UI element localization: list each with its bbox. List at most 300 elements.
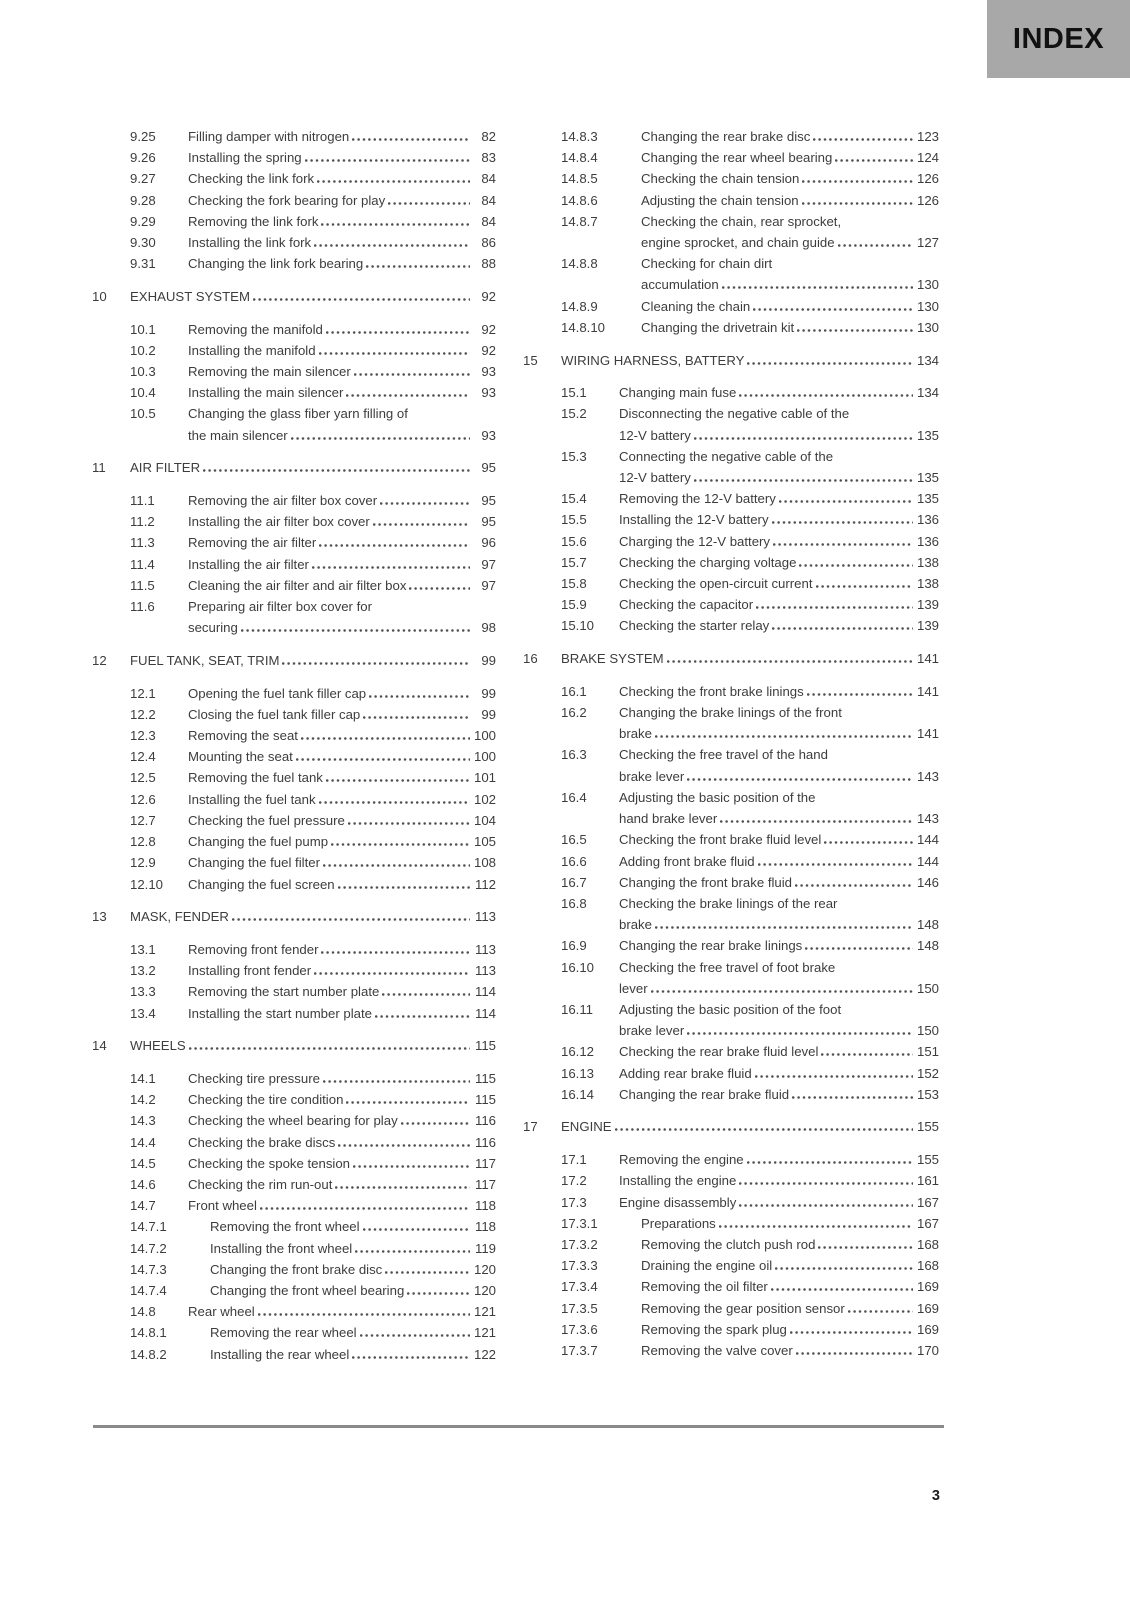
entry-line [188, 746, 496, 767]
entry-line [619, 403, 939, 424]
entry-content [619, 681, 939, 702]
entry-number: 14.8.4 [561, 150, 598, 166]
toc-entry [523, 829, 939, 850]
entry-title: Installing the start number plate [188, 1005, 372, 1021]
toc-entry [92, 126, 496, 147]
entry-title: Removing the 12-V battery [619, 491, 776, 507]
entry-page: 112 [474, 876, 496, 892]
dot-leader [335, 1186, 470, 1189]
toc-entry [92, 596, 496, 638]
dot-leader [282, 662, 470, 665]
entry-content [188, 1132, 496, 1153]
entry-line [641, 1298, 939, 1319]
entry-content [619, 1041, 939, 1062]
entry-number: 12.3 [130, 728, 156, 744]
entry-page: 113 [474, 909, 496, 925]
toc-section [92, 906, 496, 927]
entry-title: Checking the fuel pressure [188, 812, 345, 828]
entry-line [641, 211, 939, 232]
entry-line [188, 1301, 496, 1322]
entry-content [188, 554, 496, 575]
toc-entry [92, 403, 496, 445]
entry-title: Checking the open-circuit current [619, 576, 813, 592]
entry-content [619, 744, 939, 786]
toc-entry [523, 957, 939, 999]
entry-page: 118 [474, 1219, 496, 1235]
entry-number: 10.4 [130, 385, 156, 401]
dot-leader [352, 138, 470, 141]
toc-entry [92, 211, 496, 232]
toc-entry [523, 872, 939, 893]
entry-title: Changing the link fork bearing [188, 256, 364, 272]
toc-entry [92, 319, 496, 340]
entry-number: 14.7 [130, 1198, 156, 1214]
toc-entry [523, 488, 939, 509]
entry-content [619, 787, 939, 829]
entry-page: 143 [916, 768, 939, 784]
toc-entry [92, 939, 496, 960]
toc-entry [523, 317, 939, 338]
entry-content [641, 253, 939, 295]
entry-title: 12-V battery [619, 470, 691, 486]
entry-line [188, 1003, 496, 1024]
entry-title: brake [619, 726, 652, 742]
dot-leader [323, 1080, 470, 1083]
entry-number: 16.1 [561, 683, 587, 699]
entry-number: 15.2 [561, 406, 587, 422]
entry-content [188, 403, 496, 445]
entry-number: 12.5 [130, 770, 156, 786]
entry-content [188, 532, 496, 553]
entry-title: Checking the charging voltage [619, 554, 797, 570]
entry-number: 15.3 [561, 448, 587, 464]
entry-page: 115 [474, 1092, 496, 1108]
toc-entry [92, 725, 496, 746]
dot-leader [353, 1165, 470, 1168]
entry-content [619, 872, 939, 893]
toc-entry [523, 531, 939, 552]
entry-number: 14.8 [130, 1304, 156, 1320]
entry-line [188, 232, 496, 253]
entry-content [188, 1195, 496, 1216]
entry-page: 150 [916, 1023, 939, 1039]
entry-line [188, 147, 496, 168]
entry-number: 13.4 [130, 1005, 156, 1021]
entry-title: Removing the oil filter [641, 1279, 768, 1295]
entry-title: AIR FILTER [130, 460, 201, 476]
entry-content [641, 126, 939, 147]
entry-number: 11.6 [130, 599, 155, 615]
entry-number: 14.2 [130, 1092, 156, 1108]
entry-number: 13 [92, 909, 107, 925]
dot-leader [338, 1144, 470, 1147]
entry-content [188, 1153, 496, 1174]
entry-title: Checking the rim run-out [188, 1176, 333, 1192]
entry-content [188, 168, 496, 189]
dot-leader [739, 394, 913, 397]
entry-title: Changing the glass fiber yarn filling of [188, 406, 408, 422]
entry-title: Removing the front wheel [210, 1219, 360, 1235]
entry-number: 11.4 [130, 556, 155, 572]
entry-number: 9.27 [130, 171, 156, 187]
entry-line [641, 126, 939, 147]
entry-line [188, 126, 496, 147]
entry-content [619, 935, 939, 956]
toc-entry [92, 683, 496, 704]
entry-line [188, 1153, 496, 1174]
index-header-box [987, 0, 1130, 78]
toc-entry [523, 787, 939, 829]
dot-leader [346, 1101, 470, 1104]
entry-page: 138 [916, 576, 939, 592]
entry-number: 14.8.10 [561, 319, 605, 335]
entry-page: 161 [916, 1173, 939, 1189]
entry-line [188, 1195, 496, 1216]
entry-title: lever [619, 980, 648, 996]
entry-number: 10.5 [130, 406, 156, 422]
entry-number: 9.31 [130, 256, 156, 272]
entry-line [210, 1280, 496, 1301]
entry-line [641, 274, 939, 295]
entry-line [619, 957, 939, 978]
entry-number: 14.7.4 [130, 1282, 167, 1298]
entry-line [188, 683, 496, 704]
toc-entry [92, 511, 496, 532]
entry-content [188, 575, 496, 596]
entry-number: 15.10 [561, 618, 595, 634]
entry-content [619, 1149, 939, 1170]
entry-content [641, 296, 939, 317]
entry-line [641, 190, 939, 211]
toc-entry [92, 190, 496, 211]
entry-line [188, 511, 496, 532]
entry-line [641, 253, 939, 274]
dot-leader [232, 918, 470, 921]
entry-content [188, 981, 496, 1002]
entry-title: Changing the front wheel bearing [210, 1282, 405, 1298]
dot-leader [317, 180, 470, 183]
entry-content [619, 1192, 939, 1213]
entry-page: 93 [481, 364, 496, 380]
entry-line [188, 1089, 496, 1110]
dot-leader [694, 479, 913, 482]
entry-line [619, 382, 939, 403]
dot-leader [375, 1015, 470, 1018]
entry-title: Installing the air filter [188, 556, 309, 572]
entry-line [619, 615, 939, 636]
entry-content [619, 851, 939, 872]
entry-title: Changing the drivetrain kit [641, 319, 795, 335]
entry-page: 143 [916, 811, 939, 827]
entry-page: 167 [916, 1215, 939, 1231]
toc-entry [92, 382, 496, 403]
entry-content [641, 1234, 939, 1255]
entry-line [619, 914, 939, 935]
toc-entry [523, 1319, 939, 1340]
entry-page: 97 [481, 556, 496, 572]
entry-page: 84 [481, 192, 496, 208]
dot-leader [805, 947, 913, 950]
dot-leader [802, 202, 913, 205]
entry-content [188, 1301, 496, 1322]
entry-title: Checking the capacitor [619, 597, 754, 613]
entry-line [619, 744, 939, 765]
dot-leader [655, 926, 913, 929]
entry-line [619, 723, 939, 744]
entry-line [619, 851, 939, 872]
entry-number: 12.1 [130, 685, 156, 701]
dot-leader [321, 951, 470, 954]
entry-title: Preparations [641, 1215, 716, 1231]
dot-leader [739, 1204, 913, 1207]
dot-leader [360, 1334, 470, 1337]
entry-content [188, 190, 496, 211]
entry-number: 15.6 [561, 533, 587, 549]
entry-content [188, 319, 496, 340]
entry-title: Engine disassembly [619, 1194, 737, 1210]
entry-number: 14.8.8 [561, 256, 598, 272]
entry-number: 12.9 [130, 855, 156, 871]
entry-title: Installing the air filter box cover [188, 514, 370, 530]
entry-number: 17.3.5 [561, 1300, 598, 1316]
entry-title: Removing the link fork [188, 213, 319, 229]
entry-content [188, 704, 496, 725]
entry-content [641, 190, 939, 211]
dot-leader [755, 1075, 913, 1078]
entry-line [641, 1255, 939, 1276]
entry-number: 12 [92, 652, 107, 668]
entry-number: 15 [523, 352, 538, 368]
entry-page: 167 [916, 1194, 939, 1210]
toc-entry [523, 552, 939, 573]
entry-title: Removing the seat [188, 728, 298, 744]
entry-content [619, 403, 939, 445]
entry-page: 102 [473, 791, 496, 807]
toc-entry [523, 1255, 939, 1276]
entry-title: Installing the front wheel [210, 1240, 353, 1256]
entry-title: Installing the 12-V battery [619, 512, 769, 528]
entry-line [188, 554, 496, 575]
toc-entry [92, 554, 496, 575]
entry-line [130, 1035, 496, 1056]
entry-title: hand brake lever [619, 811, 718, 827]
entry-number: 16.14 [561, 1086, 595, 1102]
entry-number: 17.3.7 [561, 1342, 598, 1358]
entry-content [188, 126, 496, 147]
entry-title: Charging the 12-V battery [619, 533, 771, 549]
entry-line [188, 596, 496, 617]
entry-number: 16.9 [561, 938, 587, 954]
dot-leader [241, 629, 470, 632]
entry-line [641, 147, 939, 168]
toc-entry [92, 168, 496, 189]
entry-title: Checking the rear brake fluid level [619, 1044, 819, 1060]
entry-page: 119 [474, 1240, 496, 1256]
toc-entry [523, 999, 939, 1041]
entry-number: 12.2 [130, 706, 156, 722]
entry-page: 123 [916, 129, 939, 144]
entry-page: 100 [473, 728, 496, 744]
entry-number: 9.29 [130, 213, 156, 229]
entry-line [619, 681, 939, 702]
toc-entry [92, 789, 496, 810]
toc-entry [523, 1213, 939, 1234]
dot-leader [779, 500, 913, 503]
entry-page: 139 [916, 597, 939, 613]
entry-title: Installing the engine [619, 1173, 737, 1189]
toc-entry [92, 1110, 496, 1131]
entry-number: 9.26 [130, 150, 156, 166]
dot-leader [824, 841, 913, 844]
entry-number: 15.5 [561, 512, 587, 528]
entry-page: 136 [916, 533, 939, 549]
entry-title: Installing the fuel tank [188, 791, 316, 807]
toc-entry [92, 1238, 496, 1259]
entry-title: engine sprocket, and chain guide [641, 235, 835, 251]
entry-page: 141 [916, 726, 939, 742]
toc-entry [523, 1063, 939, 1084]
entry-line [641, 1213, 939, 1234]
entry-content [641, 168, 939, 189]
toc-entry [523, 211, 939, 253]
toc-section [92, 286, 496, 307]
entry-page: 115 [474, 1070, 496, 1086]
entry-line [641, 1319, 939, 1340]
dot-leader [388, 202, 470, 205]
entry-number: 11.3 [130, 535, 155, 551]
entry-number: 14.8.2 [130, 1346, 167, 1362]
entry-title: Installing the spring [188, 150, 302, 166]
entry-line [188, 852, 496, 873]
dot-leader [363, 716, 470, 719]
entry-title: Checking the wheel bearing for play [188, 1113, 398, 1129]
entry-number: 11.5 [130, 577, 155, 593]
entry-content [188, 683, 496, 704]
entry-content [188, 490, 496, 511]
entry-content [188, 596, 496, 638]
entry-line [210, 1259, 496, 1280]
entry-page: 120 [473, 1282, 496, 1298]
entry-page: 135 [916, 427, 939, 443]
entry-line [188, 1110, 496, 1131]
entry-page: 88 [481, 256, 496, 272]
entry-content [130, 457, 496, 478]
entry-page: 95 [481, 514, 496, 530]
entry-page: 169 [916, 1300, 939, 1316]
entry-line [619, 594, 939, 615]
entry-title: Adding front brake fluid [619, 853, 755, 869]
dot-leader [838, 244, 913, 247]
dot-leader [189, 1047, 470, 1050]
entry-content [641, 1276, 939, 1297]
toc-entry [92, 1195, 496, 1216]
entry-title: Cleaning the air filter and air filter box [188, 577, 407, 593]
entry-content [619, 552, 939, 573]
entry-page: 120 [473, 1261, 496, 1277]
entry-number: 12.6 [130, 791, 156, 807]
toc-entry [92, 1280, 496, 1301]
entry-number: 16.8 [561, 895, 587, 911]
entry-page: 83 [481, 150, 496, 166]
entry-title: Removing the clutch push rod [641, 1236, 816, 1252]
entry-content [188, 1110, 496, 1131]
entry-title: the main silencer [188, 427, 288, 443]
dot-leader [694, 437, 913, 440]
entry-page: 148 [916, 917, 939, 933]
dot-leader [756, 606, 913, 609]
toc-entry [92, 1322, 496, 1343]
entry-page: 144 [916, 832, 939, 848]
entry-line [619, 999, 939, 1020]
toc-entry [523, 935, 939, 956]
toc-entry [523, 147, 939, 168]
entry-number: 14.8.5 [561, 171, 598, 187]
entry-page: 130 [916, 277, 939, 293]
entry-line [619, 1149, 939, 1170]
entry-number: 16.7 [561, 874, 587, 890]
entry-page: 121 [473, 1304, 496, 1320]
dot-leader [797, 329, 913, 332]
entry-title: Checking the link fork [188, 171, 315, 187]
entry-content [188, 789, 496, 810]
entry-title: ENGINE [561, 1119, 612, 1135]
entry-line [619, 787, 939, 808]
dot-leader [687, 1032, 913, 1035]
entry-title: brake [619, 917, 652, 933]
entry-number: 17.3 [561, 1194, 587, 1210]
footer-divider [93, 1425, 944, 1428]
entry-title: MASK, FENDER [130, 909, 229, 925]
toc-section [523, 648, 939, 669]
entry-page: 98 [481, 620, 496, 636]
entry-title: Draining the engine oil [641, 1258, 773, 1274]
entry-line [188, 939, 496, 960]
entry-line [188, 168, 496, 189]
entry-title: Installing the manifold [188, 342, 316, 358]
entry-content [561, 350, 939, 371]
toc-entry [92, 767, 496, 788]
entry-content [619, 702, 939, 744]
dot-leader [655, 735, 913, 738]
entry-content [188, 746, 496, 767]
entry-title: BRAKE SYSTEM [561, 651, 664, 667]
entry-content [188, 810, 496, 831]
entry-page: 99 [481, 652, 496, 668]
entry-line [619, 935, 939, 956]
entry-line [188, 425, 496, 446]
entry-title: Checking tire pressure [188, 1070, 320, 1086]
entry-title: Removing the engine [619, 1152, 744, 1168]
entry-number: 14.3 [130, 1113, 156, 1129]
entry-line [188, 960, 496, 981]
dot-leader [719, 1225, 913, 1228]
entry-page: 155 [916, 1119, 939, 1135]
entry-line [188, 725, 496, 746]
toc-section [523, 1116, 939, 1137]
toc-section [92, 457, 496, 478]
entry-line [188, 340, 496, 361]
entry-title: Removing the gear position sensor [641, 1300, 845, 1316]
entry-title: Changing the rear wheel bearing [641, 150, 833, 166]
dot-leader [747, 1161, 913, 1164]
entry-number: 14.8.7 [561, 213, 598, 229]
entry-title: 12-V battery [619, 427, 691, 443]
entry-title: Checking the brake discs [188, 1134, 336, 1150]
dot-leader [314, 244, 470, 247]
entry-number: 12.8 [130, 834, 156, 850]
entry-title: Rear wheel [188, 1304, 255, 1320]
entry-line [619, 446, 939, 467]
